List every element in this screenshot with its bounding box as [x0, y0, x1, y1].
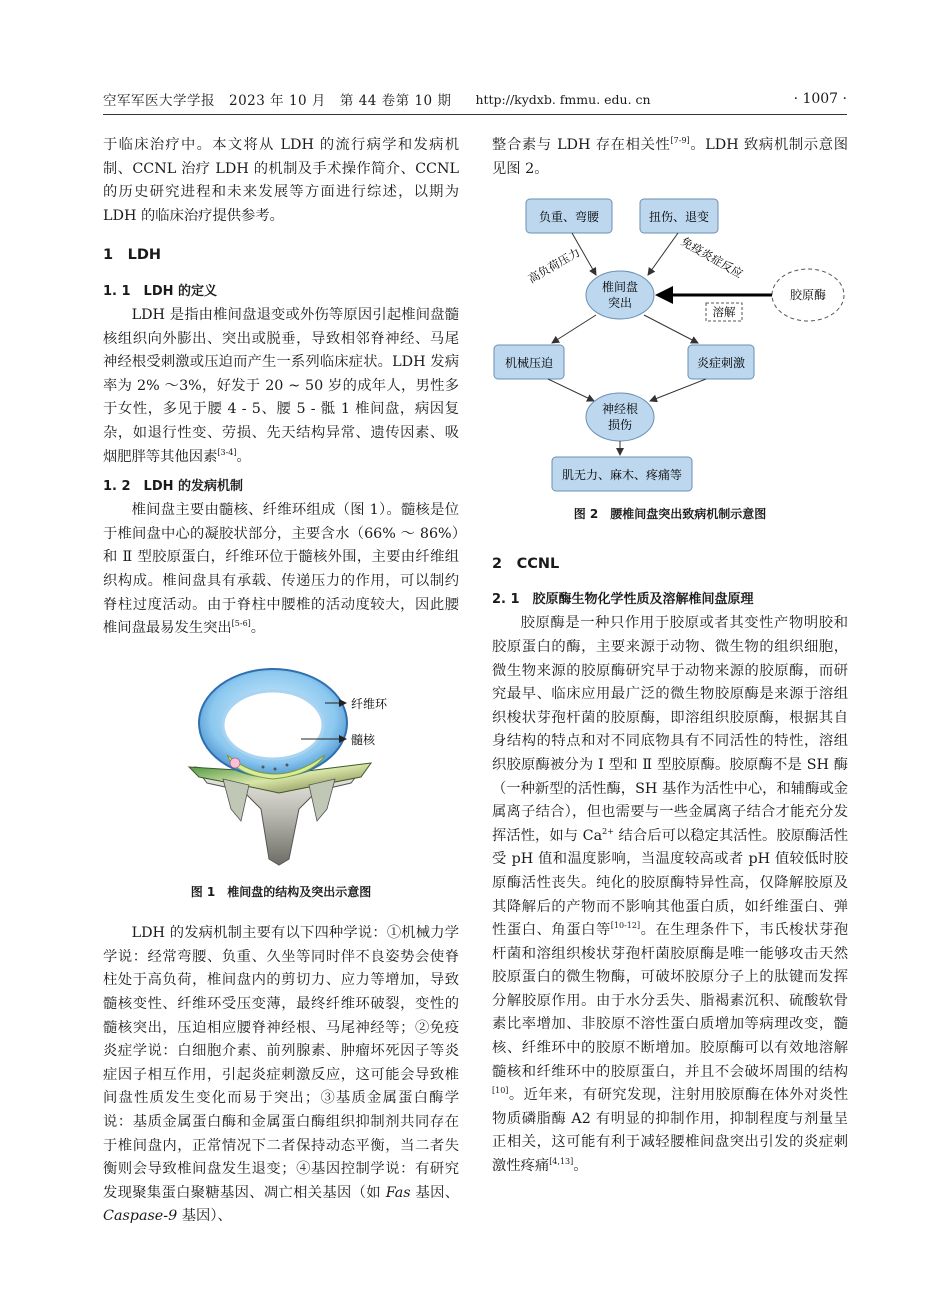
- paragraph-continued: 整合素与 LDH 存在相关性[7-9]。LDH 致病机制示意图见图 2。: [492, 136, 849, 177]
- label-nucleus: 髓核: [351, 732, 376, 747]
- page-number: · 1007 ·: [793, 91, 847, 107]
- paragraph-definition: LDH 是指由椎间盘退变或外伤等原因引起椎间盘髓核组织向外膨出、突出或脱垂，导致相邻脊神经、马尾神经根受刺激或压迫而产生一系列临床症状。LDH 发病率为 2% ～3%，好发于 20 ~ 50 岁的成年人，男性多于女性，多见于腰 4 - 5、腰 5 - 骶 1 椎间盘，病因复杂，如退行性变、劳损、先天结构异常、遗传因素、吸烟肥胖等其他因素[3-4]。: [103, 306, 459, 465]
- citation: [10-12]: [610, 921, 641, 931]
- figure-2-caption: 图 2 腰椎间盘突出致病机制示意图: [573, 507, 767, 522]
- svg-text:机械压迫: 机械压迫: [504, 356, 554, 371]
- citation: [7-9]: [670, 136, 690, 146]
- figure-2: [492, 195, 848, 495]
- label-annulus: 纤维环: [351, 696, 388, 711]
- journal-info: 空军军医大学学报 2023 年 10 月 第 44 卷第 10 期: [103, 93, 452, 109]
- subsection-heading-definition: 1. 1 LDH 的定义: [103, 283, 218, 299]
- section-heading-ldh: 1 LDH: [103, 247, 161, 264]
- left-column: [103, 134, 459, 1229]
- paragraph-intro-end: 于临床治疗中。本文将从 LDH 的流行病学和发病机制、CCNL 治疗 LDH 的机制及手术操作简介、CCNL 的历史研究进程和未来发展等方面进行综述，以期为 LDH 的临床治疗提供参考。: [103, 137, 459, 224]
- svg-text:损伤: 损伤: [607, 418, 633, 433]
- node-herniation: [586, 271, 654, 319]
- pathogenesis-diagram: [492, 195, 848, 495]
- node-nerve-injury: [586, 393, 654, 441]
- nucleus-pulposus: [223, 691, 323, 759]
- gene-fas: Fas: [385, 1184, 411, 1201]
- label-pressure: 高负荷压力: [525, 245, 583, 287]
- right-column: [492, 134, 848, 1179]
- svg-text:肌无力、麻木、疼痛等: 肌无力、麻木、疼痛等: [561, 468, 683, 483]
- figure-1-caption: 图 1 椎间盘的结构及突出示意图: [190, 884, 372, 899]
- paragraph-mechanisms: LDH 的发病机制主要有以下四种学说：①机械力学学说：经常弯腰、负重、久坐等同时伴不良姿势会使脊柱处于高负荷，椎间盘内的剪切力、应力等增加，导致髓核变性、纤维环受压变薄，最终纤维环破裂，变性的髓核突出，压迫相应腰脊神经根、马尾神经等；②免疫炎症学说：白细胞介素、前列腺素、肿瘤坏死因子等炎症因子相互作用，引起炎症刺激反应，这可能会导致椎间盘性质发生变化而易于突出；③基质金属蛋白酶学说：基质金属蛋白酶和金属蛋白酶组织抑制剂共同存在于椎间盘内，正常情况下二者保持动态平衡，当二者失衡则会导致椎间盘发生退变；④基因控制学说：有研究发现聚集蛋白聚糖基因、凋亡相关基因（如 Fas 基因、Caspase-9 基因）、: [103, 925, 459, 1225]
- svg-text:胶原酶: 胶原酶: [789, 288, 827, 303]
- section-heading-ccnl: 2 CCNL: [492, 555, 560, 572]
- svg-text:扭伤、退变: 扭伤、退变: [648, 210, 710, 225]
- svg-text:椎间盘: 椎间盘: [601, 280, 639, 295]
- gene-caspase: Caspase-9: [103, 1208, 178, 1225]
- citation: [3-4]: [217, 447, 237, 457]
- citation: [4,13]: [549, 1157, 574, 1167]
- header-rule: [103, 114, 847, 115]
- citation: [5-6]: [231, 619, 251, 629]
- subsection-heading-collagenase: 2. 1 胶原酶生物化学性质及溶解椎间盘原理: [492, 592, 754, 608]
- journal-url[interactable]: http://kydxb. fmmu. edu. cn: [475, 91, 651, 107]
- disc-illustration: [103, 659, 459, 873]
- ion-charge: 2+: [602, 826, 614, 836]
- running-header: [103, 88, 847, 110]
- label-dissolve: 溶解: [712, 305, 736, 320]
- svg-text:神经根: 神经根: [601, 402, 639, 417]
- figure-1: [103, 659, 459, 873]
- svg-text:炎症刺激: 炎症刺激: [696, 356, 746, 371]
- citation: [10]: [492, 1086, 509, 1096]
- subsection-heading-pathogenesis: 1. 2 LDH 的发病机制: [103, 479, 244, 495]
- svg-text:负重、弯腰: 负重、弯腰: [538, 210, 600, 225]
- svg-text:突出: 突出: [607, 296, 633, 311]
- paragraph-disc-structure: 椎间盘主要由髓核、纤维环组成（图 1）。髓核是位于椎间盘中心的凝胶状部分，主要含水（66% ～ 86%）和 Ⅱ 型胶原蛋白，纤维环位于髓核外围，主要由纤维组织构成。椎间盘具有承载、传递压力的作用，可以制约脊柱过度活动。由于脊柱中腰椎的活动度较大，因此腰椎间盘最易发生突出[5-6]。: [103, 502, 459, 637]
- paragraph-collagenase: 胶原酶是一种只作用于胶原或者其变性产物明胶和胶原蛋白的酶，主要来源于动物、微生物的组织细胞，微生物来源的胶原酶研究早于动物来源的胶原酶，而研究最早、临床应用最广泛的微生物胶原酶是来源于溶组织梭状芽孢杆菌的胶原酶，即溶组织胶原酶，根据其自身结构的特点和对不同底物具有不同活性的特性，溶组织胶原酶被分为 Ⅰ 型和 Ⅱ 型胶原酶。胶原酶不是 SH 酶（一种新型的活性酶，SH 基作为活性中心，和辅酶或金属离子结合），但也需要与一些金属离子结合才能充分发挥活性，如与 $Ca^{2+}$ 结合后可以稳定其活性。胶原酶活性受 pH 值和温度影响，当温度较高或者 pH 值较低时胶原酶活性丧失。纯化的胶原酶特异性高，仅降解胶原及其降解后的产物而不影响其他蛋白质，如纤维蛋白、弹性蛋白、角蛋白等[10-12]。在生理条件下，韦氏梭状芽孢杆菌和溶组织梭状芽孢杆菌胶原酶是唯一能够攻击天然胶原蛋白的微生物酶，可破坏胶原分子上的肽键而发挥分解胶原作用。由于水分丢失、脂褐素沉积、硫酸软骨素比率增加、非胶原不溶性蛋白质增加等病理改变，髓核、纤维环中的胶原不断增加。胶原酶可以有效地溶解髓核和纤维环中的胶原蛋白，并且不会破坏周围的结构[10]。近年来，有研究发现，注射用胶原酶在体外对炎性物质磷脂酶 A2 有明显的抑制作用，抑制程度与剂量呈正相关，这可能有利于减轻腰椎间盘突出引发的炎症刺激性疼痛[4,13]。: [492, 615, 849, 1175]
- label-immune: 免疫炎症反应: [678, 234, 746, 282]
